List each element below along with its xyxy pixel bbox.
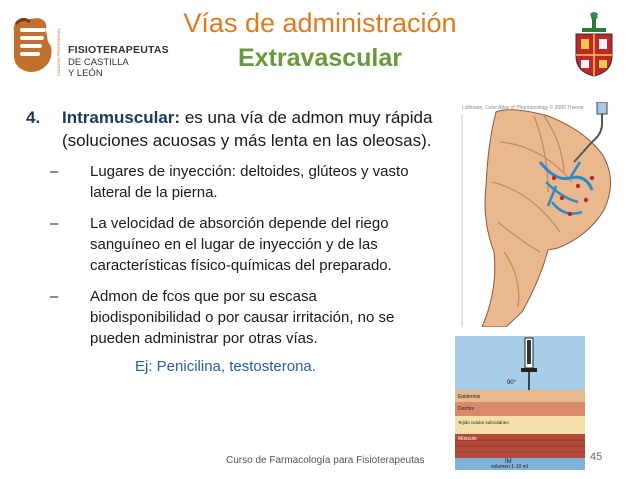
page-number: 45 xyxy=(590,451,603,463)
logo-line-1: FISIOTERAPEUTAS xyxy=(68,44,169,56)
bullet-text: La velocidad de absorción depende del riego sanguíneo en el lugar de inyección y de las características físico-químicas del preparado. xyxy=(90,215,392,274)
im-label: IM xyxy=(505,459,512,465)
point-text: es una vía de admon muy rápida (soluciones acuosas y más lenta en las oleosas). xyxy=(62,108,433,150)
bullet-item xyxy=(50,161,426,203)
point-number: 4. xyxy=(26,108,41,127)
volume-label: volumen 1-10 ml xyxy=(491,464,528,470)
layer-subcutaneous: Tejido celular subcutáneo xyxy=(458,420,509,425)
bullet-text: Lugares de inyección: deltoides, glúteos y vasto lateral de la pierna. xyxy=(90,163,409,201)
logo-line-2: DE CASTILLA xyxy=(68,57,129,68)
slide-subtitle: Extravascular xyxy=(237,44,402,72)
layer-epidermis: Epidermis xyxy=(458,394,481,400)
coat-of-arms-icon xyxy=(568,10,620,78)
slide-body xyxy=(26,106,446,377)
bullet-text: Admon de fcos que por su escasa biodisponibilidad o por causar irritación, no se pueden administrar por otras vías. xyxy=(90,288,395,347)
slide-title: Vías de administración xyxy=(183,8,457,38)
example-text: Ej: Penicilina, testosterona. xyxy=(135,358,316,375)
bullet-dash: – xyxy=(50,288,59,305)
layer-muscle: Músculo xyxy=(458,436,477,442)
hands-logo-icon xyxy=(8,14,56,76)
college-logo xyxy=(8,8,169,80)
main-point xyxy=(26,106,446,152)
logo-line-3: Y LEÓN xyxy=(68,68,103,79)
footer-text: Curso de Farmacología para Fisioterapeutas xyxy=(226,455,425,466)
bullet-dash: – xyxy=(50,215,59,232)
point-lead: Intramuscular: xyxy=(62,108,181,127)
layer-dermis: Dermis xyxy=(458,406,474,412)
bullet-dash: – xyxy=(50,163,59,180)
logo-vertical-text: COLEGIO PROFESIONAL xyxy=(56,28,61,76)
injection-depth-diagram xyxy=(455,336,585,470)
bullet-item xyxy=(50,213,426,276)
figure-credit: Lüllmann, Color Atlas of Pharmacology © 2000 Thieme xyxy=(462,105,584,111)
bullet-list xyxy=(26,161,426,377)
angle-label: 90° xyxy=(507,380,517,386)
intramuscular-injection-illustration xyxy=(452,102,632,327)
bullet-item xyxy=(50,286,426,349)
